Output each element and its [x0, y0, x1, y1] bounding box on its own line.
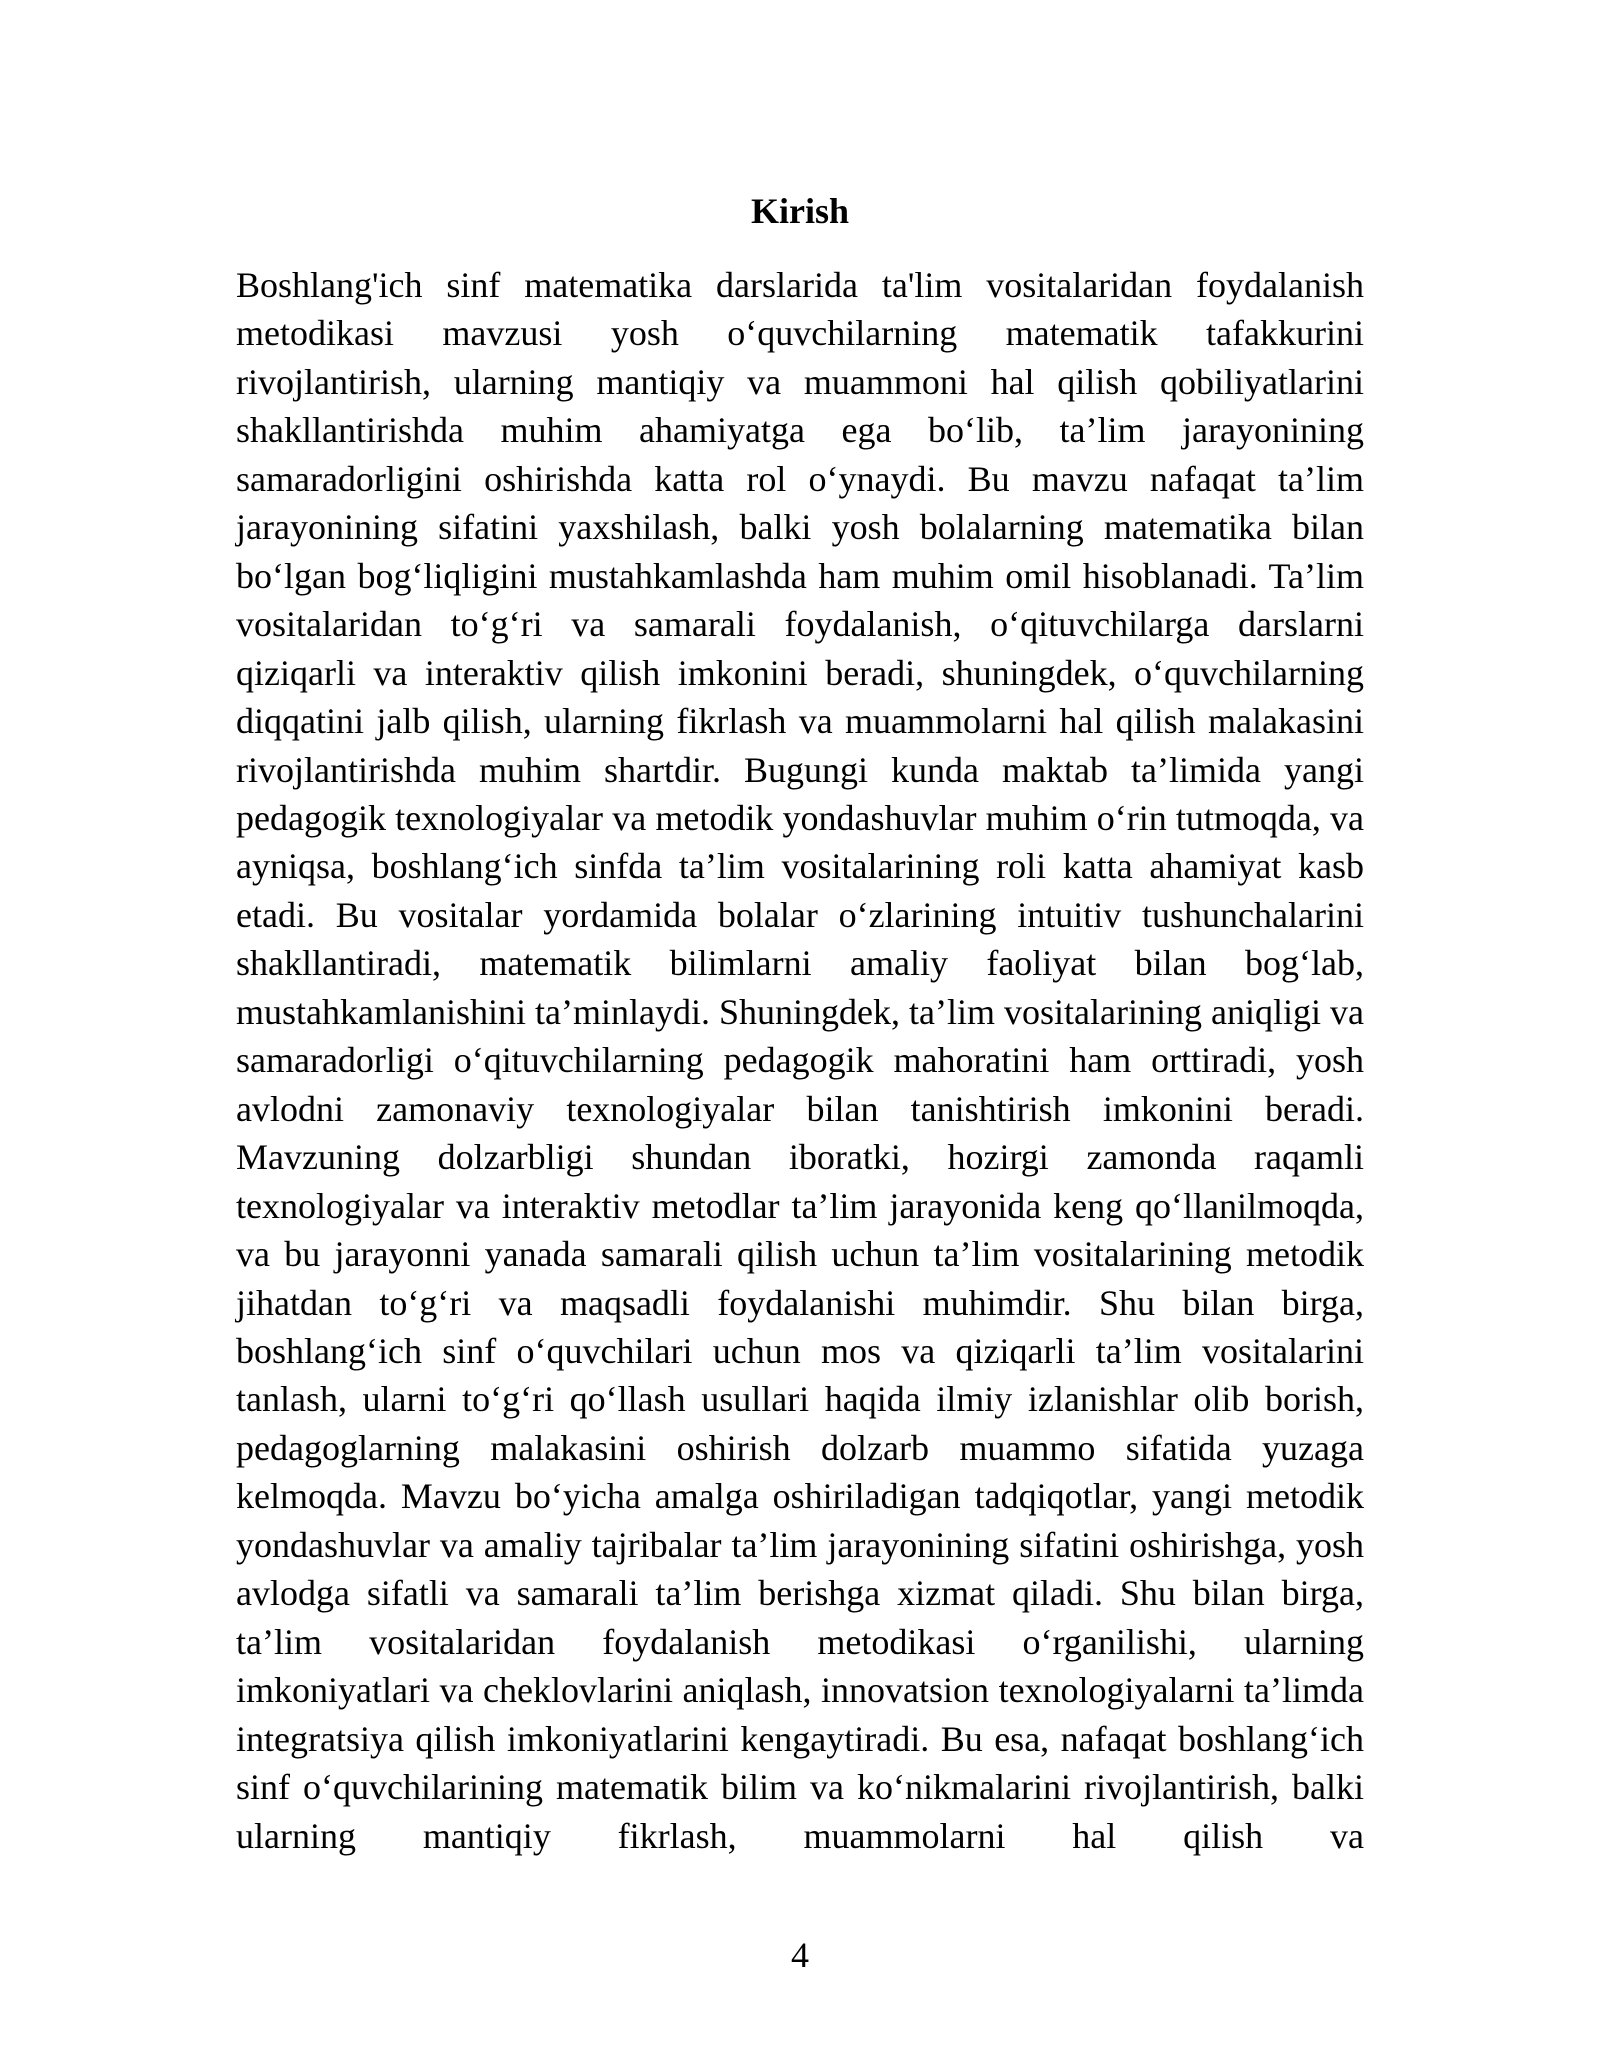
body-paragraph: Boshlang'ich sinf matematika darslarida ta'lim vositalaridan foydalanish metodikasi mavzusi yosh o‘quvchilarning matematik tafakkurini rivojlantirish, ularning mantiqiy va muammoni hal qilish qobiliyatlarini shakllantirishda muhim ahamiyatga ega bo‘lib, ta’lim jarayonining samaradorligini oshirishda katta rol o‘ynaydi. Bu mavzu nafaqat ta’lim jarayonining sifatini yaxshilash, balki yosh bolalarning matematika bilan bo‘lgan bog‘liqligini mustahkamlashda ham muhim omil hisoblanadi. Ta’lim vositalaridan to‘g‘ri va samarali foydalanish, o‘qituvchilarga darslarni qiziqarli va interaktiv qilish imkonini beradi, shuningdek, o‘quvchilarning diqqatini jalb qilish, ularning fikrlash va muammolarni hal qilish malakasini rivojlantirishda muhim shartdir. Bugungi kunda maktab ta’limida yangi pedagogik texnologiyalar va metodik yondashuvlar muhim o‘rin tutmoqda, va ayniqsa, boshlang‘ich sinfda ta’lim vositalarining roli katta ahamiyat kasb etadi. Bu vositalar yordamida bolalar o‘zlarining intuitiv tushunchalarini shakllantiradi, matematik bilimlarni amaliy faoliyat bilan bog‘lab, mustahkamlanishini ta’minlaydi. Shuningdek, ta’lim vositalarining aniqligi va samaradorligi o‘qituvchilarning pedagogik mahoratini ham orttiradi, yosh avlodni zamonaviy texnologiyalar bilan tanishtirish imkonini beradi. Mavzuning dolzarbligi shundan iboratki, hozirgi zamonda raqamli texnologiyalar va interaktiv metodlar ta’lim jarayonida keng qo‘llanilmoqda, va bu jarayonni yanada samarali qilish uchun ta’lim vositalarining metodik jihatdan to‘g‘ri va maqsadli foydalanishi muhimdir. Shu bilan birga, boshlang‘ich sinf o‘quvchilari uchun mos va qiziqarli ta’lim vositalarini tanlash, ularni to‘g‘ri qo‘llash usullari haqida ilmiy izlanishlar olib borish, pedagoglarning malakasini oshirish dolzarb muammo sifatida yuzaga kelmoqda. Mavzu bo‘yicha amalga oshiriladigan tadqiqotlar, yangi metodik yondashuvlar va amaliy tajribalar ta’lim jarayonining sifatini oshirishga, yosh avlodga sifatli va samarali ta’lim berishga xizmat qiladi. Shu bilan birga, ta’lim vositalaridan foydalanish metodikasi o‘rganilishi, ularning imkoniyatlari va cheklovlarini aniqlash, innovatsion texnologiyalarni ta’limda integratsiya qilish imkoniyatlarini kengaytiradi. Bu esa, nafaqat boshlang‘ich sinf o‘quvchilarining matematik bilim va ko‘nikmalarini rivojlantirish, balki ularning mantiqiy fikrlash, muammolarni hal qilish va [236, 265, 1364, 1856]
page-number: 4 [791, 1935, 809, 1975]
page-heading: Kirish [750, 191, 849, 231]
